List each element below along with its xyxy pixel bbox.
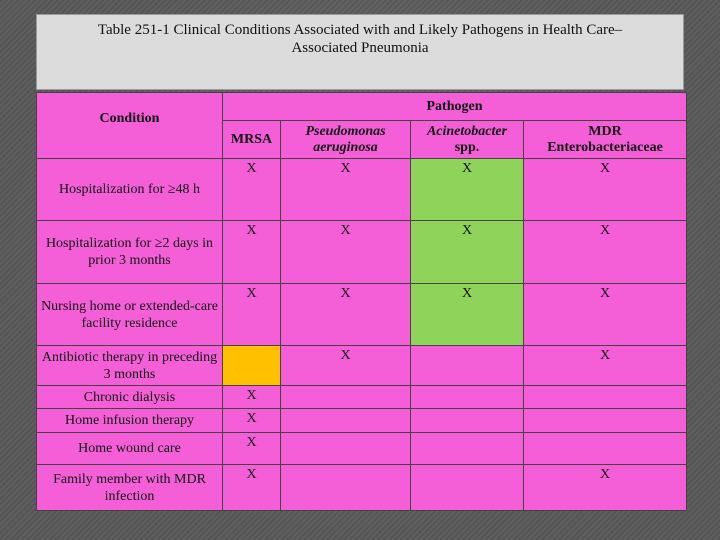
mrsa-cell: X xyxy=(223,465,281,511)
table-row xyxy=(37,465,687,511)
mrsa-cell: X xyxy=(223,284,281,346)
condition-cell: Antibiotic therapy in preceding 3 months xyxy=(37,346,223,386)
pseudomonas-header xyxy=(281,121,411,159)
mdr-cell xyxy=(524,386,687,409)
pathogen-table xyxy=(36,92,687,511)
condition-header: Condition xyxy=(37,93,223,159)
pseudomonas-cell xyxy=(281,465,411,511)
table-row xyxy=(37,284,687,346)
mdr-cell: X xyxy=(524,221,687,284)
mrsa-cell: X xyxy=(223,433,281,465)
pathogen-header: Pathogen xyxy=(223,93,687,121)
pseudomonas-cell: X xyxy=(281,284,411,346)
mrsa-cell: X xyxy=(223,386,281,409)
pseudomonas-cell xyxy=(281,409,411,433)
table-title-box xyxy=(36,14,684,90)
table-row xyxy=(37,221,687,284)
pseudomonas-header-line-1: Pseudomonas xyxy=(305,123,386,139)
pseudomonas-cell xyxy=(281,433,411,465)
mdr-cell: X xyxy=(524,159,687,221)
mdr-cell: X xyxy=(524,465,687,511)
table-row xyxy=(37,386,687,409)
mdr-cell: X xyxy=(524,346,687,386)
acinetobacter-cell: X xyxy=(411,284,524,346)
acinetobacter-cell xyxy=(411,465,524,511)
mrsa-cell: X xyxy=(223,221,281,284)
pseudomonas-cell: X xyxy=(281,346,411,386)
mrsa-cell xyxy=(223,346,281,386)
condition-cell: Hospitalization for ≥2 days in prior 3 months xyxy=(37,221,223,284)
condition-cell: Home wound care xyxy=(37,433,223,465)
acinetobacter-cell xyxy=(411,346,524,386)
pseudomonas-cell: X xyxy=(281,159,411,221)
mrsa-cell: X xyxy=(223,159,281,221)
mdr-header xyxy=(524,121,687,159)
table-title-line-1: Table 251-1 Clinical Conditions Associated with and Likely Pathogens in Health Care– xyxy=(97,22,623,38)
mrsa-header: MRSA xyxy=(223,121,281,159)
acinetobacter-cell xyxy=(411,409,524,433)
pseudomonas-cell xyxy=(281,386,411,409)
condition-cell: Chronic dialysis xyxy=(37,386,223,409)
acinetobacter-cell xyxy=(411,386,524,409)
table-title-line-2: Associated Pneumonia xyxy=(291,40,429,56)
acinetobacter-cell xyxy=(411,433,524,465)
mdr-header-line-2: Enterobacteriaceae xyxy=(547,139,663,155)
acinetobacter-cell: X xyxy=(411,159,524,221)
mdr-cell xyxy=(524,433,687,465)
condition-cell: Family member with MDR infection xyxy=(37,465,223,511)
acinetobacter-header xyxy=(411,121,524,159)
mdr-header-line-1: MDR xyxy=(588,123,622,139)
pseudomonas-header-line-2: aeruginosa xyxy=(313,139,378,155)
condition-cell: Home infusion therapy xyxy=(37,409,223,433)
table-row xyxy=(37,159,687,221)
condition-cell: Nursing home or extended-care facility residence xyxy=(37,284,223,346)
mdr-cell: X xyxy=(524,284,687,346)
mdr-cell xyxy=(524,409,687,433)
table-header-row xyxy=(37,93,687,121)
table-row xyxy=(37,433,687,465)
pseudomonas-cell: X xyxy=(281,221,411,284)
table-row xyxy=(37,409,687,433)
acinetobacter-header-line-2: spp. xyxy=(454,139,480,155)
table-row xyxy=(37,346,687,386)
mrsa-cell: X xyxy=(223,409,281,433)
acinetobacter-header-line-1: Acinetobacter xyxy=(426,123,508,139)
condition-cell: Hospitalization for ≥48 h xyxy=(37,159,223,221)
acinetobacter-cell: X xyxy=(411,221,524,284)
